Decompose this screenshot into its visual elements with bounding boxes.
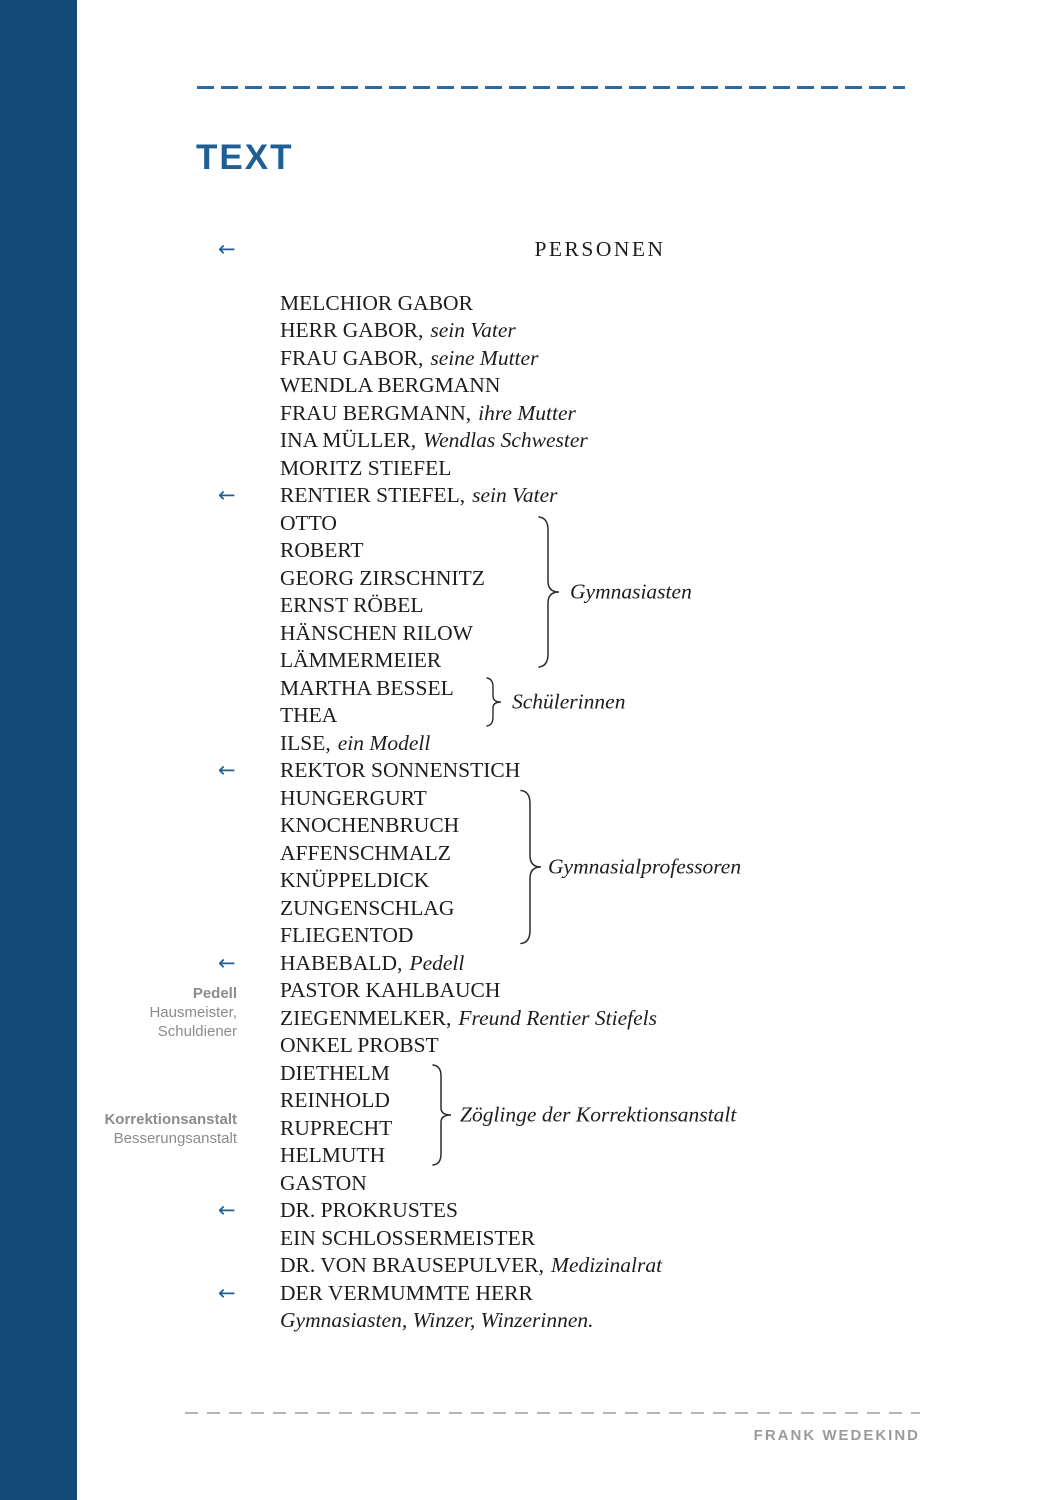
- person-line: [280, 730, 940, 758]
- grouping-brace-icon: [432, 1064, 452, 1166]
- person-line: [280, 895, 940, 923]
- person-name: HERR GABOR,: [280, 318, 424, 342]
- closing-line: Gymnasiasten, Winzer, Winzerinnen.: [280, 1308, 594, 1332]
- footer-divider: [185, 1412, 920, 1414]
- person-line: [280, 372, 940, 400]
- person-line: [280, 400, 940, 428]
- person-line: [218, 1197, 940, 1225]
- group-label: Schülerinnen: [512, 689, 626, 714]
- person-name: LÄMMERMEIER: [280, 648, 442, 672]
- person-line: [280, 647, 940, 675]
- person-name: ERNST RÖBEL: [280, 593, 424, 617]
- footer-author: FRANK WEDEKIND: [753, 1427, 920, 1444]
- group-label: Zöglinge der Korrektionsanstalt: [460, 1101, 737, 1126]
- person-line: [280, 1005, 940, 1033]
- grouping-brace-icon: [538, 516, 560, 668]
- person-name: KNÜPPELDICK: [280, 868, 430, 892]
- person-line: [218, 950, 940, 978]
- person-name: ZUNGENSCHLAG: [280, 895, 455, 920]
- person-name: ILSE,: [280, 730, 331, 755]
- person-name: GEORG ZIRSCHNITZ: [280, 565, 485, 590]
- person-name: PASTOR KAHLBAUCH: [280, 978, 501, 1002]
- page-title: TEXT: [196, 138, 294, 177]
- person-line: [280, 537, 940, 565]
- personen-heading: [218, 236, 920, 264]
- margin-note-korrektionsanstalt: [37, 1110, 237, 1148]
- back-arrow-icon[interactable]: ←: [218, 950, 236, 975]
- personen-list: [218, 236, 940, 1335]
- person-desc: Freund Rentier Stiefels: [458, 1005, 657, 1030]
- person-name: DR. PROKRUSTES: [280, 1198, 459, 1222]
- person-name: KNOCHENBRUCH: [280, 813, 460, 837]
- person-line: [280, 427, 940, 455]
- group-gymnasialprofessoren: [280, 785, 940, 950]
- group-label: Gymnasialprofessoren: [548, 854, 742, 879]
- person-name: DR. VON BRAUSEPULVER,: [280, 1253, 545, 1277]
- person-desc: ein Modell: [337, 730, 431, 755]
- group-label: Gymnasiasten: [570, 579, 692, 604]
- person-line: [280, 345, 940, 373]
- person-name: RUPRECHT: [280, 1115, 393, 1140]
- person-name: DIETHELM: [280, 1060, 390, 1085]
- top-divider: [197, 86, 905, 89]
- margin-note-pedell: [37, 984, 237, 1041]
- back-arrow-icon[interactable]: ←: [218, 758, 236, 782]
- person-name: OTTO: [280, 510, 337, 535]
- person-line: [218, 482, 940, 510]
- back-arrow-icon[interactable]: ←: [218, 1198, 236, 1222]
- person-name: HUNGERGURT: [280, 785, 427, 810]
- person-name: FRAU BERGMANN,: [280, 400, 472, 425]
- person-name: MORITZ STIEFEL: [280, 455, 452, 480]
- person-name: MARTHA BESSEL: [280, 675, 454, 700]
- person-name: GASTON: [280, 1170, 367, 1195]
- person-name: THEA: [280, 703, 338, 727]
- person-desc: Medizinalrat: [551, 1253, 663, 1277]
- person-name: MELCHIOR GABOR: [280, 290, 473, 315]
- person-name: REINHOLD: [280, 1088, 390, 1112]
- person-name: ONKEL PROBST: [280, 1033, 439, 1057]
- person-name: RENTIER STIEFEL,: [280, 483, 466, 507]
- person-name: ZIEGENMELKER,: [280, 1005, 452, 1030]
- person-name: HÄNSCHEN RILOW: [280, 620, 473, 645]
- person-name: EIN SCHLOSSERMEISTER: [280, 1225, 536, 1250]
- person-name: REKTOR SONNENSTICH: [280, 758, 521, 782]
- person-line: [280, 785, 940, 813]
- person-line: [280, 1142, 940, 1170]
- person-desc: sein Vater: [430, 318, 516, 342]
- person-line: [280, 977, 940, 1005]
- person-name: HELMUTH: [280, 1143, 386, 1167]
- person-name: FLIEGENTOD: [280, 923, 414, 947]
- person-line: [280, 1060, 940, 1088]
- left-accent-bar: [0, 0, 77, 1500]
- margin-note-gloss: Hausmeister,: [149, 1004, 237, 1021]
- person-name: WENDLA BERGMANN: [280, 373, 501, 397]
- back-arrow-icon[interactable]: ←: [218, 1280, 236, 1305]
- person-line: [280, 317, 940, 345]
- person-line: [280, 1170, 940, 1198]
- person-line: [280, 455, 940, 483]
- person-line: [218, 757, 940, 785]
- person-name: FRAU GABOR,: [280, 345, 424, 370]
- person-line: [280, 620, 940, 648]
- person-desc: ihre Mutter: [478, 400, 576, 425]
- person-line: [280, 812, 940, 840]
- grouping-brace-icon: [486, 677, 502, 727]
- group-schuelerinnen: [280, 675, 940, 730]
- person-name: HABEBALD,: [280, 950, 403, 975]
- personen-heading-text: PERSONEN: [534, 237, 666, 261]
- back-arrow-icon[interactable]: ←: [218, 483, 236, 507]
- person-desc: Pedell: [409, 950, 465, 975]
- person-desc: Wendlas Schwester: [423, 428, 588, 452]
- person-line: [218, 1280, 940, 1308]
- person-line: [280, 1032, 940, 1060]
- person-name: AFFENSCHMALZ: [280, 840, 451, 865]
- person-line: [280, 1252, 940, 1280]
- margin-note-gloss: Schuldiener: [157, 1023, 237, 1040]
- grouping-brace-icon: [520, 790, 542, 945]
- person-line: [280, 510, 940, 538]
- person-name: ROBERT: [280, 538, 364, 562]
- margin-note-term: Pedell: [192, 985, 237, 1002]
- margin-note-gloss: Besserungsanstalt: [113, 1130, 237, 1147]
- group-zoeglinge: [280, 1060, 940, 1170]
- back-arrow-icon[interactable]: ←: [218, 237, 239, 261]
- person-line: [280, 1225, 940, 1253]
- group-gymnasiasten: [280, 510, 940, 675]
- person-desc: seine Mutter: [430, 345, 539, 370]
- person-name: DER VERMUMMTE HERR: [280, 1280, 533, 1305]
- person-desc: sein Vater: [472, 483, 558, 507]
- person-line: [280, 290, 940, 318]
- person-name: INA MÜLLER,: [280, 428, 417, 452]
- margin-note-term: Korrektionsanstalt: [104, 1111, 237, 1128]
- person-line: [280, 922, 940, 950]
